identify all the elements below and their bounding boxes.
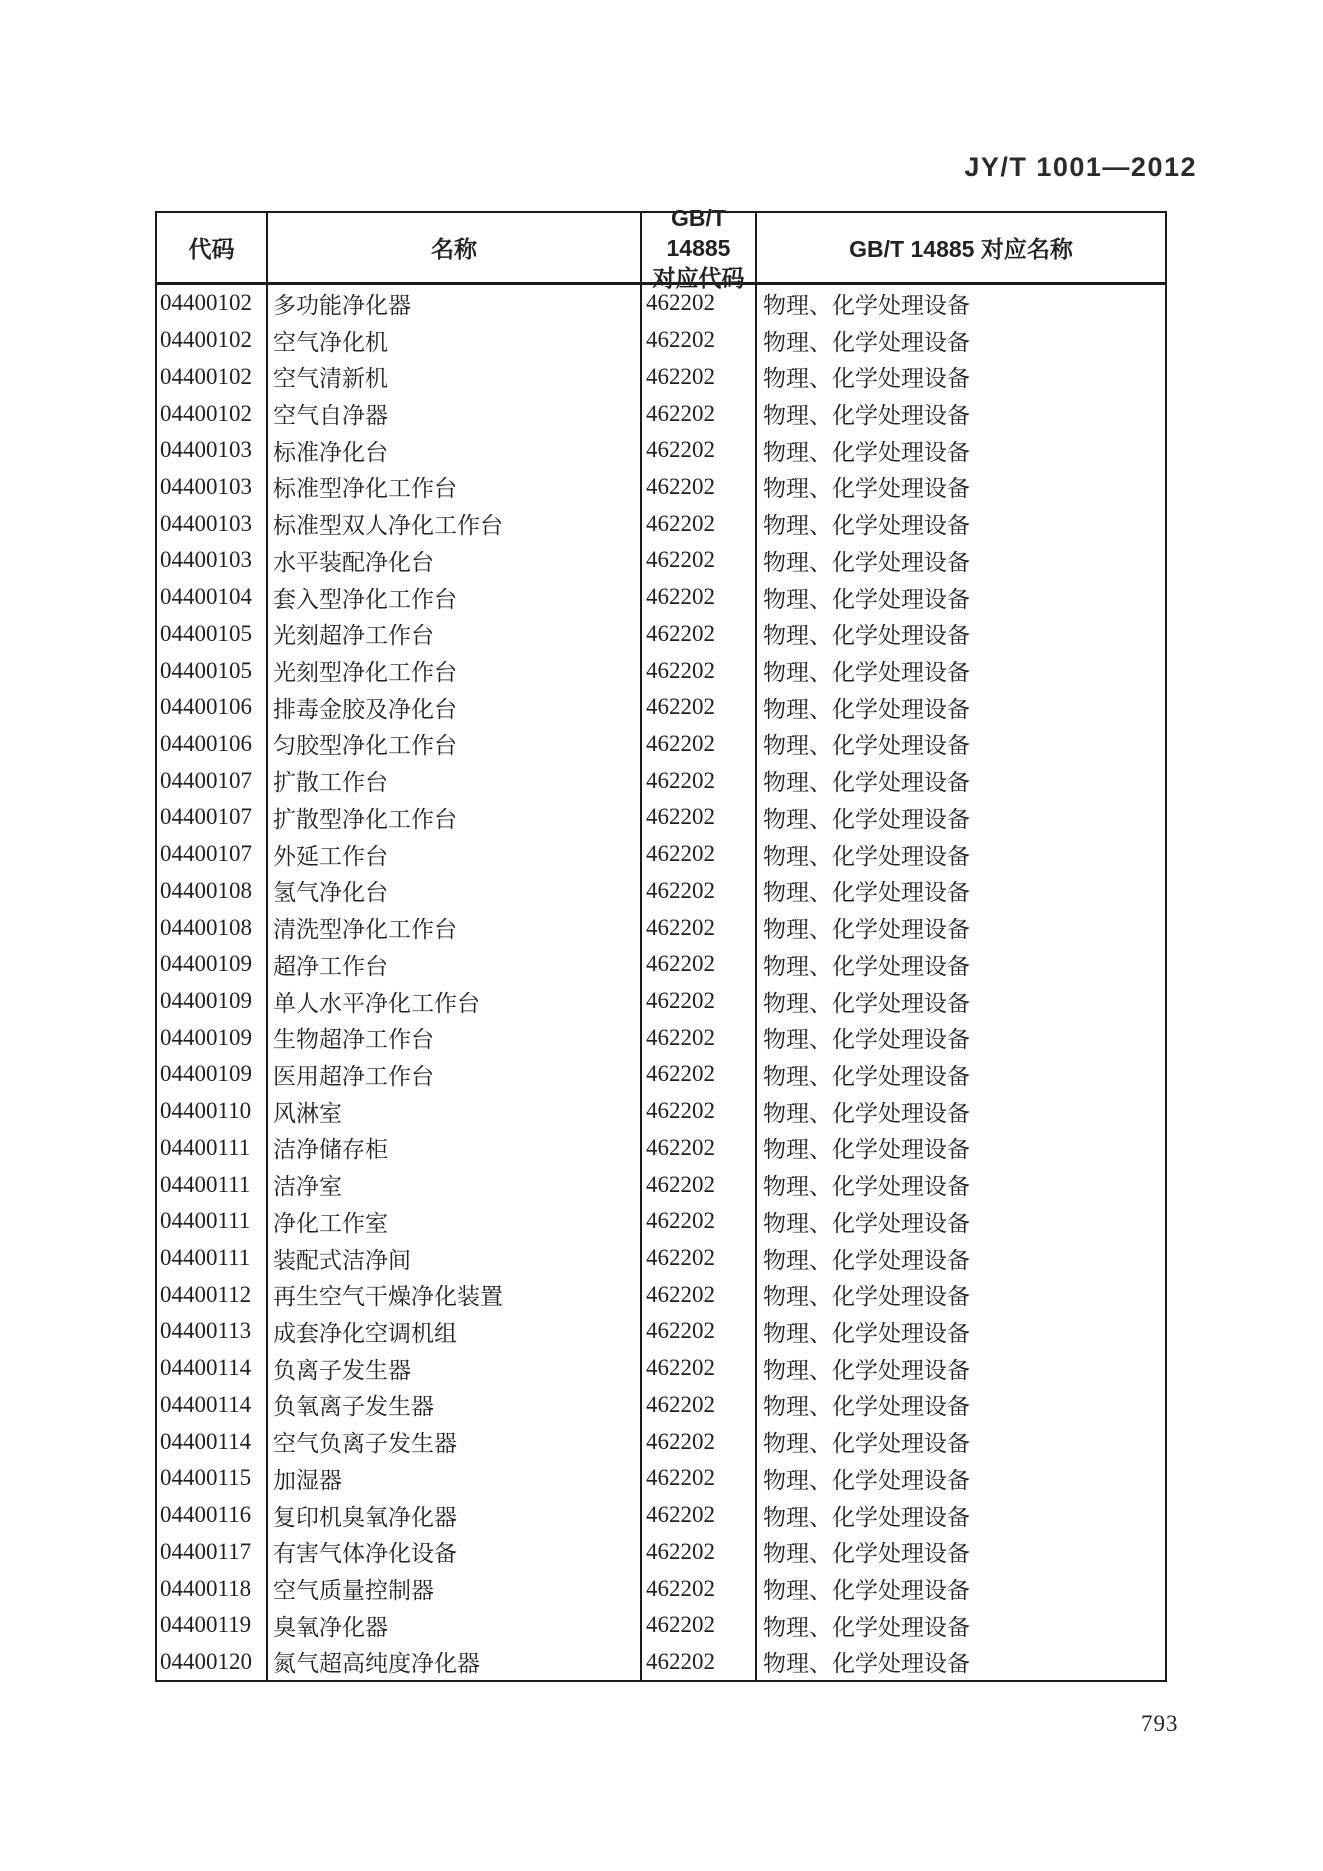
table-row <box>157 542 1165 579</box>
gbt-name-cell: 物理、化学处理设备 <box>763 623 970 649</box>
table-body <box>157 285 1165 1680</box>
gbt-name-cell: 物理、化学处理设备 <box>763 329 970 355</box>
table-header-row <box>157 204 1165 291</box>
gbt-name-cell: 物理、化学处理设备 <box>763 1100 970 1126</box>
name-cell: 有害气体净化设备 <box>268 1533 642 1570</box>
gbt-name-cell: 物理、化学处理设备 <box>763 770 970 796</box>
table-row <box>157 579 1165 616</box>
gbt-code-cell: 462202 <box>642 1387 757 1424</box>
table-row <box>157 1019 1165 1056</box>
gbt-code-cell: 462202 <box>642 285 757 322</box>
name-cell: 再生空气干燥净化装置 <box>268 1276 642 1313</box>
name-cell: 外延工作台 <box>268 836 642 873</box>
header-name: 名称 <box>268 213 642 282</box>
gbt-name-cell: 物理、化学处理设备 <box>763 696 970 722</box>
code-cell: 04400107 <box>157 836 268 873</box>
table-row <box>157 358 1165 395</box>
code-cell: 04400111 <box>157 1240 268 1277</box>
code-cell: 04400118 <box>157 1570 268 1607</box>
code-cell: 04400103 <box>157 469 268 506</box>
name-cell: 空气质量控制器 <box>268 1570 642 1607</box>
gbt-name-cell: 物理、化学处理设备 <box>763 1174 970 1200</box>
name-cell: 空气清新机 <box>268 358 642 395</box>
name-cell: 成套净化空调机组 <box>268 1313 642 1350</box>
gbt-code-cell: 462202 <box>642 762 757 799</box>
code-cell: 04400111 <box>157 1130 268 1167</box>
table-row <box>157 762 1165 799</box>
name-cell: 水平装配净化台 <box>268 542 642 579</box>
gbt-name-cell: 物理、化学处理设备 <box>763 586 970 612</box>
gbt-name-cell: 物理、化学处理设备 <box>763 1210 970 1236</box>
name-cell: 多功能净化器 <box>268 285 642 322</box>
gbt-code-cell: 462202 <box>642 1093 757 1130</box>
name-cell: 空气负离子发生器 <box>268 1423 642 1460</box>
name-cell: 净化工作室 <box>268 1203 642 1240</box>
table-row <box>157 1093 1165 1130</box>
code-cell: 04400107 <box>157 799 268 836</box>
name-cell: 负氧离子发生器 <box>268 1387 642 1424</box>
gbt-name-cell: 物理、化学处理设备 <box>763 1614 970 1640</box>
gbt-name-cell: 物理、化学处理设备 <box>763 1247 970 1273</box>
table-row <box>157 1533 1165 1570</box>
code-cell: 04400102 <box>157 358 268 395</box>
name-cell: 扩散型净化工作台 <box>268 799 642 836</box>
gbt-name-cell: 物理、化学处理设备 <box>763 660 970 686</box>
gbt-name-cell: 物理、化学处理设备 <box>763 1504 970 1530</box>
code-cell: 04400120 <box>157 1644 268 1681</box>
gbt-name-cell: 物理、化学处理设备 <box>763 403 970 429</box>
code-cell: 04400111 <box>157 1166 268 1203</box>
gbt-code-cell: 462202 <box>642 1497 757 1534</box>
name-cell: 扩散工作台 <box>268 762 642 799</box>
gbt-code-cell: 462202 <box>642 1276 757 1313</box>
table-row <box>157 322 1165 359</box>
table-row <box>157 726 1165 763</box>
code-cell: 04400109 <box>157 1056 268 1093</box>
code-cell: 04400109 <box>157 983 268 1020</box>
gbt-name-cell: 物理、化学处理设备 <box>763 549 970 575</box>
code-cell: 04400114 <box>157 1387 268 1424</box>
table-row <box>157 432 1165 469</box>
table-row <box>157 285 1165 322</box>
gbt-code-cell: 462202 <box>642 1533 757 1570</box>
name-cell: 臭氧净化器 <box>268 1607 642 1644</box>
table-row <box>157 1423 1165 1460</box>
name-cell: 排毒金胶及净化台 <box>268 689 642 726</box>
name-cell: 空气自净器 <box>268 395 642 432</box>
gbt-code-cell: 462202 <box>642 1644 757 1681</box>
gbt-name-cell: 物理、化学处理设备 <box>763 1578 970 1604</box>
gbt-code-cell: 462202 <box>642 1460 757 1497</box>
table-row <box>157 469 1165 506</box>
name-cell: 单人水平净化工作台 <box>268 983 642 1020</box>
code-cell: 04400108 <box>157 909 268 946</box>
table-row <box>157 1056 1165 1093</box>
code-cell: 04400102 <box>157 322 268 359</box>
gbt-code-cell: 462202 <box>642 1313 757 1350</box>
name-cell: 氮气超高纯度净化器 <box>268 1644 642 1681</box>
gbt-code-cell: 462202 <box>642 469 757 506</box>
gbt-code-cell: 462202 <box>642 505 757 542</box>
table-row <box>157 1313 1165 1350</box>
table-row <box>157 1570 1165 1607</box>
table-row <box>157 1644 1165 1681</box>
name-cell: 光刻型净化工作台 <box>268 652 642 689</box>
gbt-code-cell: 462202 <box>642 358 757 395</box>
code-cell: 04400108 <box>157 873 268 910</box>
code-cell: 04400105 <box>157 615 268 652</box>
gbt-name-cell: 物理、化学处理设备 <box>763 1431 970 1457</box>
name-cell: 洁净储存柜 <box>268 1130 642 1167</box>
gbt-name-cell: 物理、化学处理设备 <box>763 1320 970 1346</box>
table-row <box>157 1130 1165 1167</box>
table-row <box>157 1497 1165 1534</box>
gbt-name-cell: 物理、化学处理设备 <box>763 806 970 832</box>
gbt-code-cell: 462202 <box>642 1130 757 1167</box>
gbt-code-cell: 462202 <box>642 1350 757 1387</box>
gbt-name-cell: 物理、化学处理设备 <box>763 366 970 392</box>
code-cell: 04400104 <box>157 579 268 616</box>
gbt-code-cell: 462202 <box>642 1607 757 1644</box>
table-row <box>157 1240 1165 1277</box>
gbt-name-cell: 物理、化学处理设备 <box>763 1651 970 1677</box>
gbt-name-cell: 物理、化学处理设备 <box>763 990 970 1016</box>
code-cell: 04400114 <box>157 1423 268 1460</box>
table-row <box>157 652 1165 689</box>
gbt-name-cell: 物理、化学处理设备 <box>763 1541 970 1567</box>
gbt-name-cell: 物理、化学处理设备 <box>763 733 970 759</box>
gbt-code-cell: 462202 <box>642 1423 757 1460</box>
code-cell: 04400112 <box>157 1276 268 1313</box>
header-gbt-code-line1: GB/T 14885 <box>666 204 731 261</box>
code-cell: 04400111 <box>157 1203 268 1240</box>
table-row <box>157 836 1165 873</box>
gbt-code-cell: 462202 <box>642 983 757 1020</box>
header-gbt-code <box>642 204 757 291</box>
code-cell: 04400109 <box>157 1019 268 1056</box>
code-cell: 04400106 <box>157 726 268 763</box>
gbt-code-cell: 462202 <box>642 873 757 910</box>
code-cell: 04400103 <box>157 432 268 469</box>
name-cell: 加湿器 <box>268 1460 642 1497</box>
code-cell: 04400105 <box>157 652 268 689</box>
gbt-name-cell: 物理、化学处理设备 <box>763 1027 970 1053</box>
gbt-code-cell: 462202 <box>642 432 757 469</box>
code-cell: 04400102 <box>157 395 268 432</box>
name-cell: 氢气净化台 <box>268 873 642 910</box>
code-cell: 04400113 <box>157 1313 268 1350</box>
gbt-code-cell: 462202 <box>642 1570 757 1607</box>
gbt-name-cell: 物理、化学处理设备 <box>763 917 970 943</box>
header-gbt-code-line2: 对应代码 <box>652 264 745 291</box>
code-cell: 04400110 <box>157 1093 268 1130</box>
table-row <box>157 1276 1165 1313</box>
table-row <box>157 1350 1165 1387</box>
gbt-name-cell: 物理、化学处理设备 <box>763 1063 970 1089</box>
name-cell: 标准型双人净化工作台 <box>268 505 642 542</box>
name-cell: 套入型净化工作台 <box>268 579 642 616</box>
name-cell: 医用超净工作台 <box>268 1056 642 1093</box>
table-row <box>157 395 1165 432</box>
code-mapping-table <box>155 204 1167 1682</box>
name-cell: 清洗型净化工作台 <box>268 909 642 946</box>
name-cell: 风淋室 <box>268 1093 642 1130</box>
code-cell: 04400109 <box>157 946 268 983</box>
table-row <box>157 1460 1165 1497</box>
table-row <box>157 799 1165 836</box>
name-cell: 标准净化台 <box>268 432 642 469</box>
gbt-code-cell: 462202 <box>642 836 757 873</box>
table-row <box>157 1166 1165 1203</box>
gbt-code-cell: 462202 <box>642 799 757 836</box>
name-cell: 空气净化机 <box>268 322 642 359</box>
gbt-name-cell: 物理、化学处理设备 <box>763 953 970 979</box>
code-cell: 04400115 <box>157 1460 268 1497</box>
gbt-name-cell: 物理、化学处理设备 <box>763 1357 970 1383</box>
gbt-code-cell: 462202 <box>642 726 757 763</box>
table-row <box>157 873 1165 910</box>
code-cell: 04400103 <box>157 505 268 542</box>
gbt-name-cell: 物理、化学处理设备 <box>763 476 970 502</box>
gbt-name-cell: 物理、化学处理设备 <box>763 1467 970 1493</box>
code-cell: 04400116 <box>157 1497 268 1534</box>
table-row <box>157 689 1165 726</box>
table-row <box>157 1387 1165 1424</box>
gbt-name-cell: 物理、化学处理设备 <box>763 1137 970 1163</box>
table-row <box>157 615 1165 652</box>
name-cell: 匀胶型净化工作台 <box>268 726 642 763</box>
gbt-name-cell: 物理、化学处理设备 <box>763 439 970 465</box>
gbt-name-cell: 物理、化学处理设备 <box>763 880 970 906</box>
table-row <box>157 983 1165 1020</box>
gbt-code-cell: 462202 <box>642 1203 757 1240</box>
name-cell: 超净工作台 <box>268 946 642 983</box>
header-code: 代码 <box>157 213 268 282</box>
code-cell: 04400102 <box>157 285 268 322</box>
gbt-code-cell: 462202 <box>642 542 757 579</box>
code-cell: 04400103 <box>157 542 268 579</box>
gbt-code-cell: 462202 <box>642 1240 757 1277</box>
gbt-name-cell: 物理、化学处理设备 <box>763 1394 970 1420</box>
page-number: 793 <box>1141 1711 1179 1736</box>
gbt-code-cell: 462202 <box>642 909 757 946</box>
code-cell: 04400106 <box>157 689 268 726</box>
name-cell: 洁净室 <box>268 1166 642 1203</box>
code-cell: 04400117 <box>157 1533 268 1570</box>
gbt-name-cell: 物理、化学处理设备 <box>763 513 970 539</box>
table-row <box>157 1607 1165 1644</box>
gbt-code-cell: 462202 <box>642 689 757 726</box>
table-row <box>157 1203 1165 1240</box>
name-cell: 负离子发生器 <box>268 1350 642 1387</box>
name-cell: 光刻超净工作台 <box>268 615 642 652</box>
doc-number: JY/T 1001—2012 <box>964 152 1197 182</box>
gbt-code-cell: 462202 <box>642 322 757 359</box>
gbt-code-cell: 462202 <box>642 946 757 983</box>
gbt-name-cell: 物理、化学处理设备 <box>763 1284 970 1310</box>
gbt-code-cell: 462202 <box>642 652 757 689</box>
gbt-code-cell: 462202 <box>642 579 757 616</box>
table-row <box>157 909 1165 946</box>
gbt-code-cell: 462202 <box>642 1056 757 1093</box>
gbt-name-cell: 物理、化学处理设备 <box>763 843 970 869</box>
code-cell: 04400119 <box>157 1607 268 1644</box>
code-cell: 04400107 <box>157 762 268 799</box>
name-cell: 生物超净工作台 <box>268 1019 642 1056</box>
name-cell: 装配式洁净间 <box>268 1240 642 1277</box>
name-cell: 复印机臭氧净化器 <box>268 1497 642 1534</box>
gbt-code-cell: 462202 <box>642 395 757 432</box>
code-cell: 04400114 <box>157 1350 268 1387</box>
gbt-code-cell: 462202 <box>642 1166 757 1203</box>
table-row <box>157 946 1165 983</box>
table-row <box>157 505 1165 542</box>
gbt-name-cell: 物理、化学处理设备 <box>763 292 970 318</box>
name-cell: 标准型净化工作台 <box>268 469 642 506</box>
header-gbt-name: GB/T 14885 对应名称 <box>849 236 1073 262</box>
gbt-code-cell: 462202 <box>642 615 757 652</box>
gbt-code-cell: 462202 <box>642 1019 757 1056</box>
